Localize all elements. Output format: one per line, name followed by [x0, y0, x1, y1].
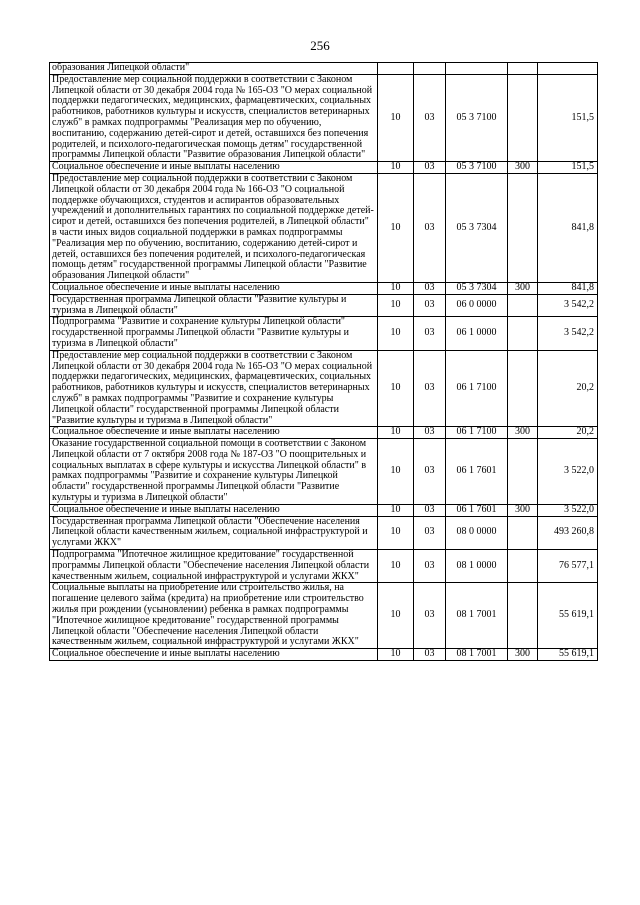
subsection-code-cell: 03 — [414, 649, 446, 661]
section-code-cell: 10 — [378, 294, 414, 317]
expense-type-cell: 300 — [508, 162, 538, 174]
table-row — [50, 173, 598, 282]
target-article-cell: 05 3 7100 — [446, 162, 508, 174]
amount-cell: 3 522,0 — [538, 504, 598, 516]
table-row — [50, 162, 598, 174]
expense-type-cell — [508, 317, 538, 350]
target-article-cell: 08 0 0000 — [446, 516, 508, 549]
amount-cell: 76 577,1 — [538, 550, 598, 583]
expense-type-cell — [508, 350, 538, 427]
row-name-cell: образования Липецкой области" — [50, 63, 378, 75]
amount-cell: 841,8 — [538, 173, 598, 282]
target-article-cell: 08 1 0000 — [446, 550, 508, 583]
row-name-cell: Подпрограмма "Ипотечное жилищное кредитование" государственной программы Липецкой области "Обеспечение населения Липецкой области качественным жильем, социальной инфраструктурой и услугами ЖКХ" — [50, 550, 378, 583]
target-article-cell: 06 1 0000 — [446, 317, 508, 350]
amount-cell: 3 542,2 — [538, 294, 598, 317]
subsection-code-cell: 03 — [414, 317, 446, 350]
amount-cell: 20,2 — [538, 350, 598, 427]
row-name-cell: Государственная программа Липецкой области "Развитие культуры и туризма в Липецкой области" — [50, 294, 378, 317]
subsection-code-cell: 03 — [414, 173, 446, 282]
table-row — [50, 439, 598, 505]
amount-cell: 151,5 — [538, 162, 598, 174]
expense-type-cell: 300 — [508, 427, 538, 439]
subsection-code-cell: 03 — [414, 282, 446, 294]
subsection-code-cell: 03 — [414, 550, 446, 583]
table-row — [50, 74, 598, 161]
section-code-cell: 10 — [378, 162, 414, 174]
target-article-cell: 06 1 7601 — [446, 504, 508, 516]
section-code-cell: 10 — [378, 516, 414, 549]
table-row — [50, 427, 598, 439]
table-row — [50, 350, 598, 427]
row-name-cell: Социальные выплаты на приобретение или строительство жилья, на погашение целевого займа (кредита) на приобретение или строительство жилья при рождении (усыновлении) ребенка в рамках подпрограммы "Ипотечное жилищное кредитование" государственной программы Липецкой области "Обеспечение населения Липецкой области качественным жильем, социальной инфраструктурой и услугами ЖКХ" — [50, 583, 378, 649]
section-code-cell: 10 — [378, 74, 414, 161]
subsection-code-cell: 03 — [414, 74, 446, 161]
subsection-code-cell: 03 — [414, 504, 446, 516]
expense-type-cell — [508, 294, 538, 317]
target-article-cell — [446, 63, 508, 75]
section-code-cell: 10 — [378, 427, 414, 439]
subsection-code-cell: 03 — [414, 162, 446, 174]
target-article-cell: 08 1 7001 — [446, 583, 508, 649]
budget-table — [49, 62, 598, 661]
amount-cell: 3 522,0 — [538, 439, 598, 505]
expense-type-cell — [508, 173, 538, 282]
table-row — [50, 63, 598, 75]
amount-cell: 151,5 — [538, 74, 598, 161]
target-article-cell: 05 3 7304 — [446, 173, 508, 282]
subsection-code-cell: 03 — [414, 350, 446, 427]
amount-cell: 841,8 — [538, 282, 598, 294]
section-code-cell: 10 — [378, 173, 414, 282]
target-article-cell: 05 3 7304 — [446, 282, 508, 294]
target-article-cell: 06 1 7100 — [446, 427, 508, 439]
amount-cell: 55 619,1 — [538, 583, 598, 649]
section-code-cell: 10 — [378, 439, 414, 505]
section-code-cell: 10 — [378, 504, 414, 516]
expense-type-cell — [508, 74, 538, 161]
row-name-cell: Предоставление мер социальной поддержки в соответствии с Законом Липецкой области от 30 декабря 2004 года № 165-ОЗ "О мерах социальной поддержки педагогических, медицинских, фармацевтических, социальных работников, работников культуры и искусств, специалистов ветеринарных служб" в рамках подпрограммы "Развитие и сохранение культуры Липецкой области" государственной программы Липецкой области "Развитие культуры и туризма в Липецкой области" — [50, 350, 378, 427]
expense-type-cell: 300 — [508, 282, 538, 294]
row-name-cell: Оказание государственной социальной помощи в соответствии с Законом Липецкой области от 7 октября 2008 года № 187-ОЗ "О поощрительных и социальных выплатах в сфере культуры и искусства Липецкой области" в рамках подпрограммы "Развитие и сохранение культуры Липецкой области" государственной программы Липецкой области "Развитие культуры и туризма в Липецкой области" — [50, 439, 378, 505]
table-row — [50, 550, 598, 583]
section-code-cell: 10 — [378, 317, 414, 350]
amount-cell: 55 619,1 — [538, 649, 598, 661]
row-name-cell: Подпрограмма "Развитие и сохранение культуры Липецкой области" государственной программы Липецкой области "Развитие культуры и туризма в Липецкой области" — [50, 317, 378, 350]
subsection-code-cell: 03 — [414, 516, 446, 549]
section-code-cell: 10 — [378, 583, 414, 649]
expense-type-cell: 300 — [508, 504, 538, 516]
amount-cell: 493 260,8 — [538, 516, 598, 549]
page-number: 256 — [310, 38, 330, 53]
row-name-cell: Предоставление мер социальной поддержки в соответствии с Законом Липецкой области от 30 декабря 2004 года № 165-ОЗ "О мерах социальной поддержки педагогических, медицинских, фармацевтических, социальных работников, работников культуры и искусств, специалистов ветеринарных служб" в рамках подпрограммы "Реализация мер по обучению, воспитанию, содержанию детей-сирот и детей, оставшихся без попечения родителей, и психолого-педагогическая помощь детям" государственной программы Липецкой области "Развитие образования Липецкой области" — [50, 74, 378, 161]
row-name-cell: Социальное обеспечение и иные выплаты населению — [50, 162, 378, 174]
row-name-cell: Государственная программа Липецкой области "Обеспечение населения Липецкой области качественным жильем, социальной инфраструктурой и услугами ЖКХ" — [50, 516, 378, 549]
section-code-cell — [378, 63, 414, 75]
table-row — [50, 317, 598, 350]
subsection-code-cell: 03 — [414, 439, 446, 505]
table-row — [50, 649, 598, 661]
target-article-cell: 06 1 7100 — [446, 350, 508, 427]
subsection-code-cell: 03 — [414, 294, 446, 317]
amount-cell — [538, 63, 598, 75]
subsection-code-cell: 03 — [414, 583, 446, 649]
section-code-cell: 10 — [378, 350, 414, 427]
expense-type-cell: 300 — [508, 649, 538, 661]
row-name-cell: Социальное обеспечение и иные выплаты населению — [50, 282, 378, 294]
row-name-cell: Социальное обеспечение и иные выплаты населению — [50, 427, 378, 439]
amount-cell: 20,2 — [538, 427, 598, 439]
target-article-cell: 05 3 7100 — [446, 74, 508, 161]
table-row — [50, 516, 598, 549]
expense-type-cell — [508, 583, 538, 649]
expense-type-cell — [508, 439, 538, 505]
subsection-code-cell: 03 — [414, 427, 446, 439]
target-article-cell: 06 1 7601 — [446, 439, 508, 505]
row-name-cell: Социальное обеспечение и иные выплаты населению — [50, 504, 378, 516]
table-row — [50, 282, 598, 294]
table-row — [50, 583, 598, 649]
table-row — [50, 504, 598, 516]
target-article-cell: 06 0 0000 — [446, 294, 508, 317]
section-code-cell: 10 — [378, 649, 414, 661]
amount-cell: 3 542,2 — [538, 317, 598, 350]
expense-type-cell — [508, 550, 538, 583]
target-article-cell: 08 1 7001 — [446, 649, 508, 661]
expense-type-cell — [508, 63, 538, 75]
expense-type-cell — [508, 516, 538, 549]
section-code-cell: 10 — [378, 282, 414, 294]
row-name-cell: Социальное обеспечение и иные выплаты населению — [50, 649, 378, 661]
row-name-cell: Предоставление мер социальной поддержки в соответствии с Законом Липецкой области от 30 декабря 2004 года № 166-ОЗ "О социальной поддержке обучающихся, студентов и аспирантов образовательных учреждений и дополнительных гарантиях по социальной поддержке детей-сирот и детей, оставшихся без попечения родителей, в Липецкой области" в части иных видов социальной поддержки в рамках подпрограммы "Реализация мер по обучению, воспитанию, содержанию детей-сирот и детей, оставшихся без попечения родителей, и психолого-педагогическая помощь детям" государственной программы Липецкой области "Развитие образования Липецкой области" — [50, 173, 378, 282]
section-code-cell: 10 — [378, 550, 414, 583]
table-row — [50, 294, 598, 317]
subsection-code-cell — [414, 63, 446, 75]
